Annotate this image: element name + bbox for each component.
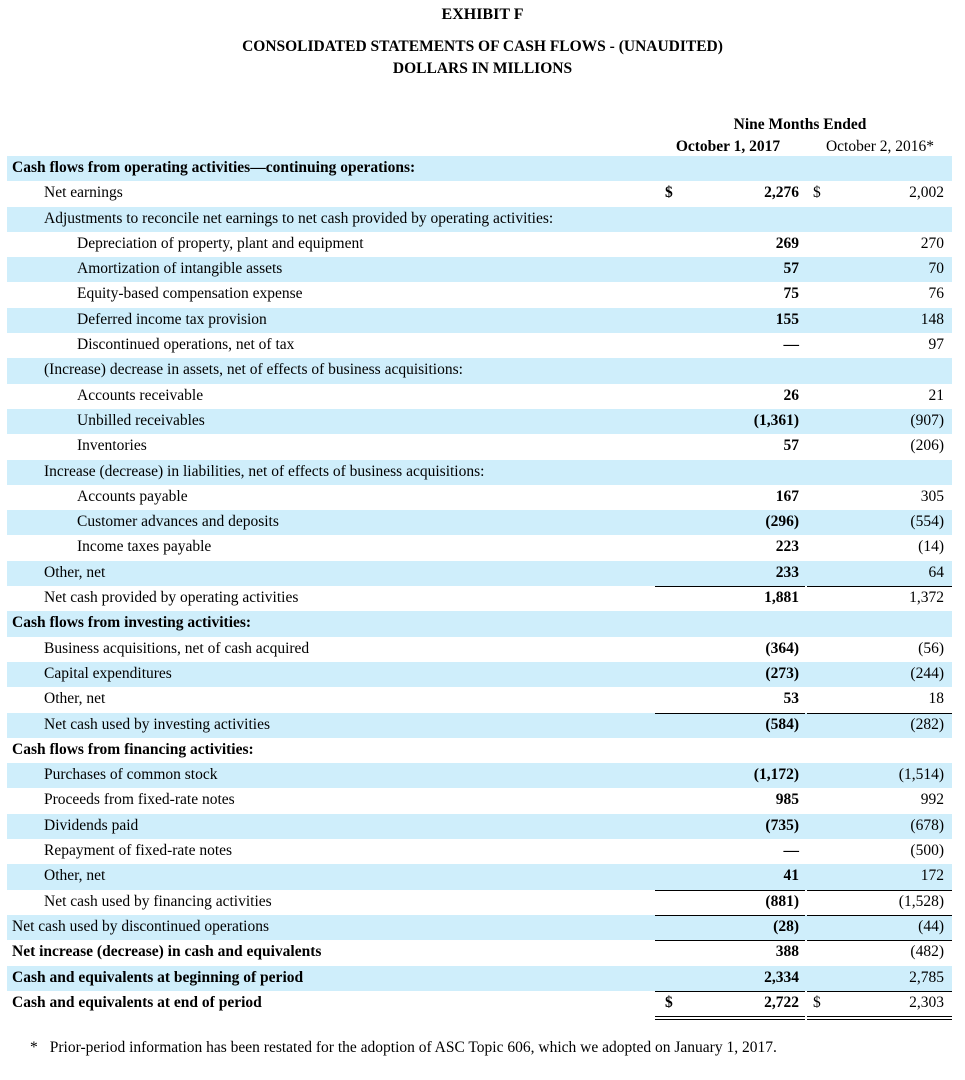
value-2017: — [783, 842, 799, 860]
row-label: Proceeds from fixed-rate notes [44, 791, 235, 809]
row-label: Cash and equivalents at beginning of period [12, 968, 304, 986]
currency-symbol-2016: $ [813, 184, 821, 202]
row-label: Cash flows from financing activities: [12, 740, 254, 758]
table-row [7, 763, 952, 788]
table-row [7, 637, 952, 662]
value-2017: — [783, 336, 799, 354]
row-label: Inventories [77, 437, 147, 455]
value-2016: (1,528) [898, 892, 944, 910]
value-2016: 97 [928, 336, 944, 354]
table-row [7, 333, 952, 358]
row-label: Net cash used by discontinued operations [12, 917, 269, 935]
exhibit-label: EXHIBIT F [441, 6, 524, 23]
row-label: (Increase) decrease in assets, net of effects of business acquisitions: [44, 361, 463, 379]
value-2016: 70 [928, 260, 944, 278]
value-2017: 26 [783, 386, 799, 404]
subtotal-rule [655, 890, 805, 891]
row-label: Accounts payable [77, 487, 188, 505]
table-row [7, 687, 952, 712]
value-2017: 2,722 [764, 993, 799, 1011]
table-row [7, 460, 952, 485]
table-row [7, 611, 952, 636]
row-label: Income taxes payable [77, 538, 212, 556]
row-label: Net cash used by financing activities [44, 892, 272, 910]
value-2016: (482) [910, 943, 944, 961]
value-2017: 1,881 [764, 589, 799, 607]
table-row [7, 409, 952, 434]
table-row [7, 586, 952, 611]
value-2016: 1,372 [909, 589, 944, 607]
subtotal-rule [807, 713, 952, 714]
value-2016: 64 [928, 563, 944, 581]
row-label: Net cash used by investing activities [44, 715, 270, 733]
table-row [7, 940, 952, 965]
value-2017: (364) [765, 639, 799, 657]
row-label: Depreciation of property, plant and equipment [77, 234, 364, 252]
currency-symbol-2017: $ [665, 184, 673, 202]
statement-units: DOLLARS IN MILLIONS [392, 60, 573, 77]
value-2016: (206) [910, 437, 944, 455]
value-2017: (1,172) [753, 766, 799, 784]
value-2016: 18 [928, 690, 944, 708]
row-label: Cash flows from investing activities: [12, 614, 252, 632]
subtotal-rule [807, 586, 952, 587]
double-underline-rule [655, 1016, 805, 1020]
row-label: Deferred income tax provision [77, 310, 267, 328]
value-2016: (907) [910, 411, 944, 429]
table-row [7, 915, 952, 940]
value-2017: 155 [775, 310, 799, 328]
value-2017: (584) [765, 715, 799, 733]
row-label: Net increase (decrease) in cash and equivalents [12, 943, 322, 961]
value-2016: (282) [910, 715, 944, 733]
row-label: Customer advances and deposits [77, 513, 279, 531]
row-label: Net earnings [44, 184, 123, 202]
table-row [7, 510, 952, 535]
value-2016: 270 [920, 234, 944, 252]
value-2016: (14) [918, 538, 944, 556]
value-2016: 172 [920, 867, 944, 885]
column-header-2017: October 1, 2017 [658, 138, 798, 158]
table-row [7, 864, 952, 889]
table-row [7, 434, 952, 459]
table-row [7, 839, 952, 864]
row-label: Equity-based compensation expense [77, 285, 303, 303]
double-underline-rule [807, 1016, 952, 1020]
row-label: Net cash provided by operating activities [44, 589, 299, 607]
table-row [7, 156, 952, 181]
subtotal-rule [655, 915, 805, 916]
footnote-text: Prior-period information has been restated for the adoption of ASC Topic 606, which we adopted on January 1, 2017. [49, 1039, 777, 1056]
table-row [7, 991, 952, 1016]
row-label: Dividends paid [44, 816, 139, 834]
value-2016: 305 [920, 487, 944, 505]
value-2016: 2,303 [909, 993, 944, 1011]
table-row [7, 384, 952, 409]
value-2017: 57 [783, 437, 799, 455]
column-header-2016: October 2, 2016* [808, 138, 952, 158]
table-row [7, 662, 952, 687]
value-2017: 2,276 [764, 184, 799, 202]
row-label: Other, net [44, 563, 106, 581]
currency-symbol-2016: $ [813, 993, 821, 1011]
table-row [7, 257, 952, 282]
row-label: Purchases of common stock [44, 766, 218, 784]
value-2017: (28) [773, 917, 799, 935]
value-2017: (881) [765, 892, 799, 910]
value-2017: 167 [775, 487, 799, 505]
value-2016: 2,785 [909, 968, 944, 986]
value-2016: (1,514) [898, 766, 944, 784]
row-label: Amortization of intangible assets [77, 260, 283, 278]
table-row [7, 308, 952, 333]
footnote [30, 1039, 777, 1057]
table-row [7, 814, 952, 839]
value-2016: (56) [918, 639, 944, 657]
value-2017: (735) [765, 816, 799, 834]
row-label: Repayment of fixed-rate notes [44, 842, 233, 860]
row-label: Unbilled receivables [77, 411, 205, 429]
row-label: Cash and equivalents at end of period [12, 993, 262, 1011]
value-2016: 992 [920, 791, 944, 809]
value-2017: 388 [775, 943, 799, 961]
table-row [7, 738, 952, 763]
value-2016: (500) [910, 842, 944, 860]
value-2016: (678) [910, 816, 944, 834]
value-2017: (1,361) [753, 411, 799, 429]
table-row [7, 788, 952, 813]
value-2016: 21 [928, 386, 944, 404]
table-row [7, 282, 952, 307]
statement-title: CONSOLIDATED STATEMENTS OF CASH FLOWS - (UNAUDITED) [242, 38, 723, 55]
value-2016: (44) [918, 917, 944, 935]
value-2017: 41 [783, 867, 799, 885]
value-2017: 57 [783, 260, 799, 278]
period-header: Nine Months Ended [733, 116, 867, 133]
value-2017: 223 [775, 538, 799, 556]
subtotal-rule [807, 915, 952, 916]
row-label: Cash flows from operating activities—continuing operations: [12, 159, 416, 176]
subtotal-rule [807, 991, 952, 992]
row-label: Business acquisitions, net of cash acquired [44, 639, 310, 657]
value-2017: 2,334 [764, 968, 799, 986]
footnote-marker: * [30, 1039, 38, 1056]
value-2017: 269 [775, 234, 799, 252]
value-2017: 75 [783, 285, 799, 303]
row-label: Accounts receivable [77, 386, 204, 404]
table-row [7, 181, 952, 206]
value-2016: 2,002 [909, 184, 944, 202]
subtotal-rule [655, 991, 805, 992]
table-row [7, 966, 952, 991]
value-2017: (273) [765, 664, 799, 682]
value-2017: 53 [783, 690, 799, 708]
value-2017: 985 [775, 791, 799, 809]
currency-symbol-2017: $ [665, 993, 673, 1011]
value-2016: 148 [920, 310, 944, 328]
value-2016: 76 [928, 285, 944, 303]
table-row [7, 207, 952, 232]
subtotal-rule [807, 940, 952, 941]
subtotal-rule [807, 890, 952, 891]
table-row [7, 713, 952, 738]
subtotal-rule [655, 586, 805, 587]
row-label: Other, net [44, 690, 106, 708]
table-row [7, 535, 952, 560]
value-2017: (296) [765, 513, 799, 531]
value-2016: (244) [910, 664, 944, 682]
table-row [7, 485, 952, 510]
table-row [7, 890, 952, 915]
row-label: Discontinued operations, net of tax [77, 336, 295, 354]
table-row [7, 561, 952, 586]
subtotal-rule [655, 940, 805, 941]
row-label: Adjustments to reconcile net earnings to net cash provided by operating activities: [44, 209, 554, 227]
value-2017: 233 [775, 563, 799, 581]
value-2016: (554) [910, 513, 944, 531]
table-row [7, 358, 952, 383]
table-row [7, 232, 952, 257]
row-label: Increase (decrease) in liabilities, net of effects of business acquisitions: [44, 462, 485, 480]
subtotal-rule [655, 713, 805, 714]
row-label: Other, net [44, 867, 106, 885]
cash-flow-table [7, 156, 952, 1016]
row-label: Capital expenditures [44, 664, 172, 682]
